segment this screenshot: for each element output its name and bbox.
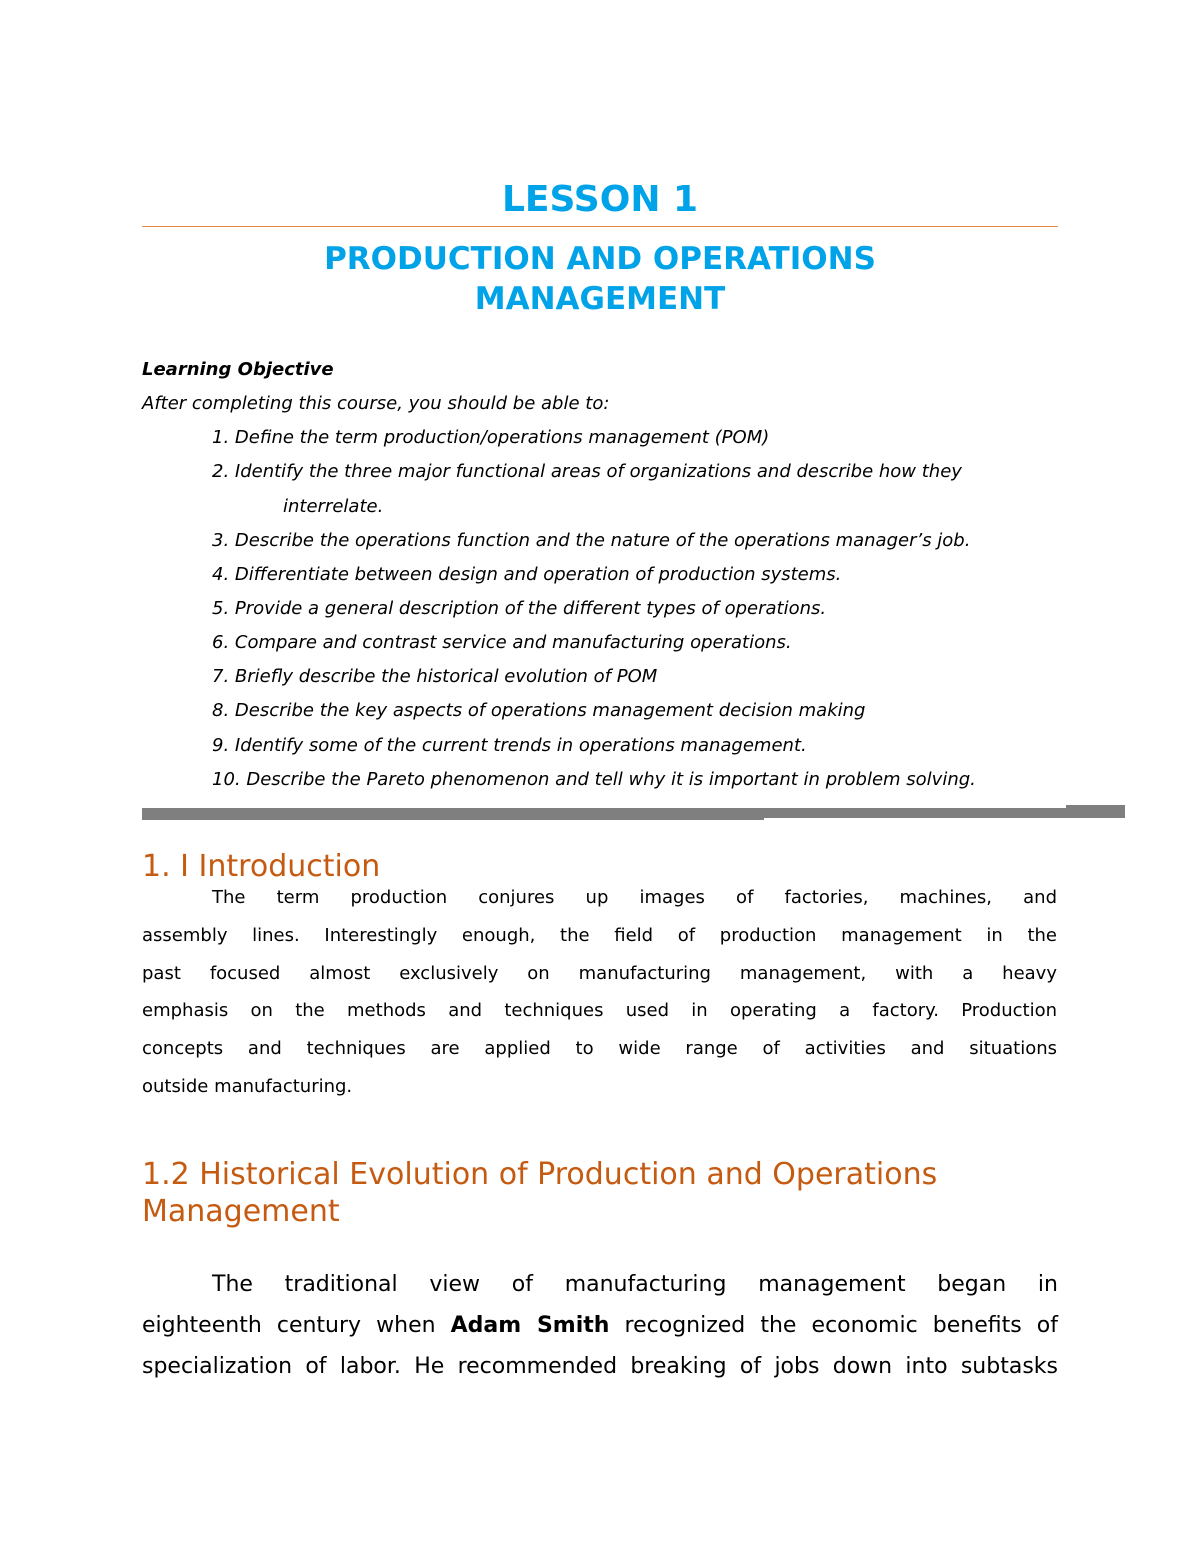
paragraph-line: concepts and techniques are applied to wide range of activities and situations xyxy=(142,1038,1057,1059)
paragraph-line: past focused almost exclusively on manufacturing management, with a heavy xyxy=(142,963,1057,984)
paragraph-line xyxy=(142,1305,1058,1347)
paragraph-line: assembly lines. Interestingly enough, the field of production management in the xyxy=(142,925,1057,946)
objective-item: 3. Describe the operations function and the nature of the operations manager’s job. xyxy=(212,530,971,551)
title-divider xyxy=(142,226,1058,227)
divider-bar-right xyxy=(1066,805,1125,818)
objective-item: 1. Define the term production/operations management (POM) xyxy=(212,427,770,448)
objective-item: 4. Differentiate between design and operation of production systems. xyxy=(212,564,842,585)
paragraph-line: emphasis on the methods and techniques used in operating a factory. Production xyxy=(142,1000,1057,1021)
objective-item: 2. Identify the three major functional areas of organizations and describe how they xyxy=(212,461,962,482)
section-heading-introduction: 1. I Introduction xyxy=(142,849,381,884)
divider-bar-left xyxy=(142,808,764,820)
divider-bar-middle xyxy=(764,808,1066,818)
objective-item: 10. Describe the Pareto phenomenon and tell why it is important in problem solving. xyxy=(212,769,976,790)
section-heading-historical-evolution-cont: Management xyxy=(142,1194,340,1229)
paragraph-line: outside manufacturing. xyxy=(142,1076,353,1097)
page-subtitle xyxy=(0,239,1200,319)
lesson-title: LESSON 1 xyxy=(501,179,699,220)
text-run: recognized the economic benefits of xyxy=(609,1313,1058,1338)
text-run: eighteenth century when xyxy=(142,1313,451,1338)
objective-item: 7. Briefly describe the historical evolution of POM xyxy=(212,666,658,687)
paragraph-line: specialization of labor. He recommended breaking of jobs down into subtasks xyxy=(142,1354,1058,1379)
bold-name-adam-smith: Adam Smith xyxy=(450,1313,610,1338)
objective-item: 8. Describe the key aspects of operations management decision making xyxy=(212,700,866,721)
objective-item-continuation: interrelate. xyxy=(283,496,384,517)
objective-item: 9. Identify some of the current trends in operations management. xyxy=(212,735,807,756)
paragraph-line: The term production conjures up images of factories, machines, and xyxy=(212,887,1057,908)
learning-objective-heading: Learning Objective xyxy=(142,359,334,380)
objective-item: 6. Compare and contrast service and manufacturing operations. xyxy=(212,632,792,653)
learning-objective-intro: After completing this course, you should be able to: xyxy=(142,393,610,414)
paragraph-line: The traditional view of manufacturing management began in xyxy=(212,1272,1058,1297)
section-heading-historical-evolution: 1.2 Historical Evolution of Production and Operations xyxy=(142,1157,938,1192)
objective-item: 5. Provide a general description of the different types of operations. xyxy=(212,598,827,619)
subtitle-line-2: MANAGEMENT xyxy=(474,281,726,317)
subtitle-line-1: PRODUCTION AND OPERATIONS xyxy=(324,241,876,277)
